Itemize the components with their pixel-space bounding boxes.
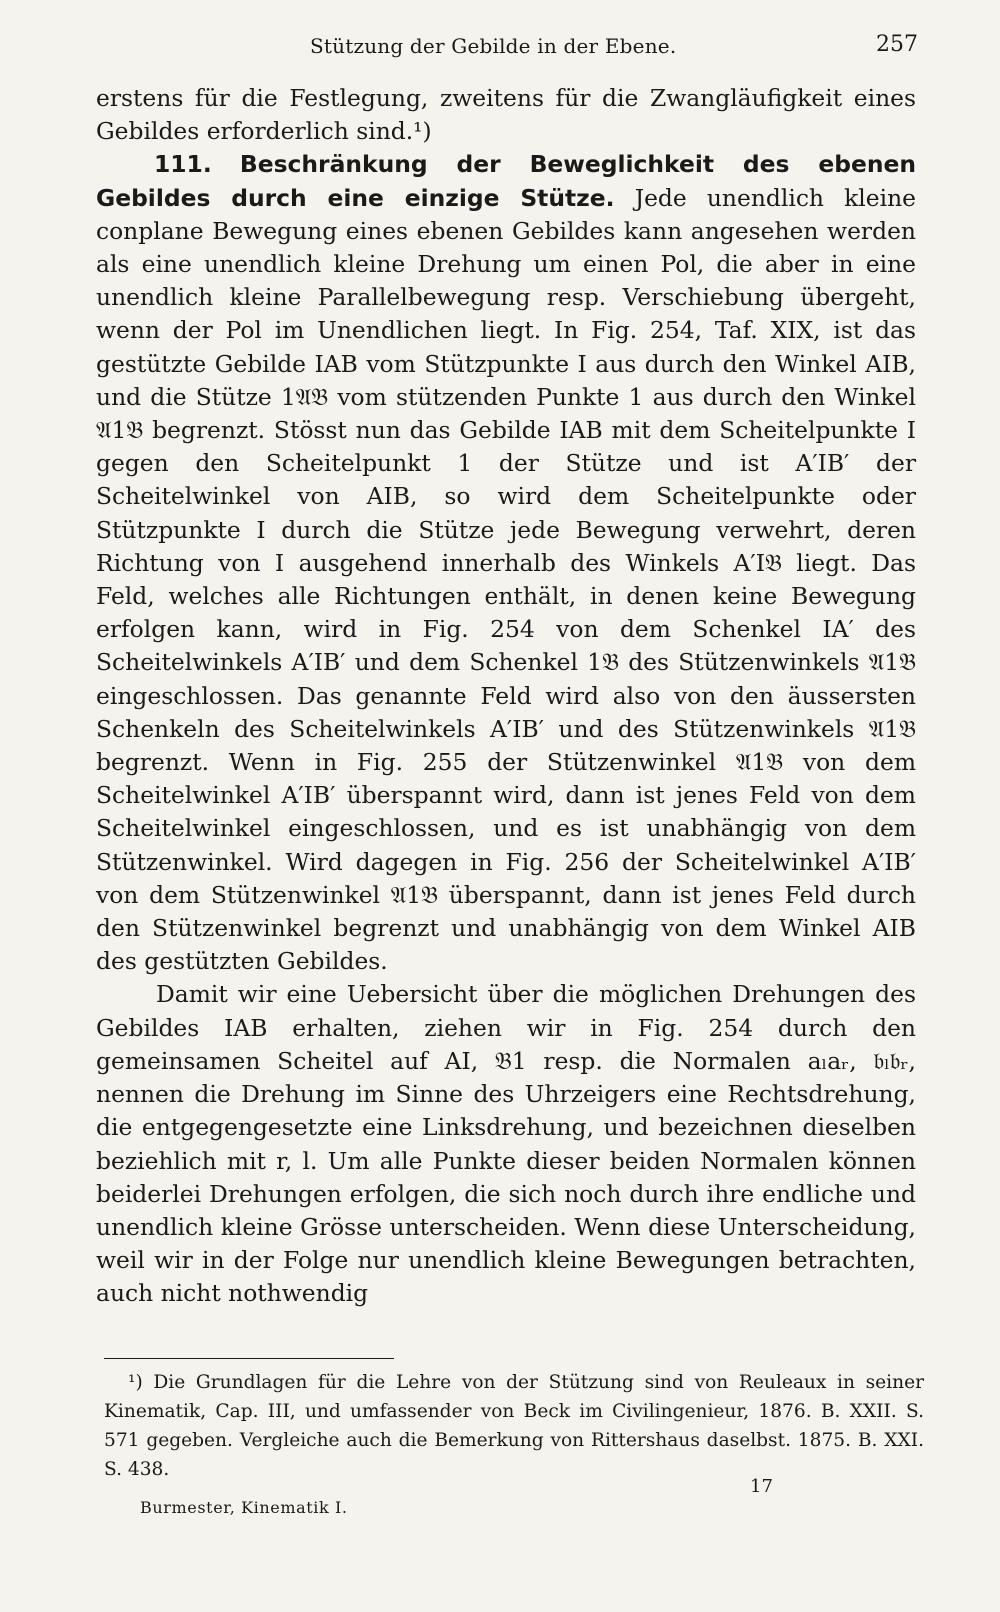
second-paragraph: Damit wir eine Uebersicht über die möglichen Drehungen des Gebildes IAB erhalten, ziehen wir in Fig. 254 durch den gemeinsamen Scheitel auf AI, 𝔅1 resp. die Normalen aₗaᵣ, 𝔟ₗ𝔟ᵣ, nennen die Drehung im Sinne des Uhrzeigers eine Rechtsdrehung, die entgegengesetzte eine Linksdrehung, und bezeichnen dieselben beziehlich mit r, l. Um alle Punkte dieser beiden Normalen können beiderlei Drehungen erfolgen, die sich noch durch ihre endliche und unendlich kleine Grösse unterscheiden. Wenn diese Unterscheidung, weil wir in der Folge nur unendlich kleine Bewegungen betrachten, auch nicht nothwendig [96, 980, 916, 1308]
footnotes [104, 1368, 924, 1484]
page-header [96, 30, 918, 72]
footnote-rule [104, 1358, 394, 1359]
section-body-text: Jede unendlich kleine conplane Bewegung eines ebenen Gebildes kann angesehen werden als eine unendlich kleine Drehung um einen Pol, die aber in eine unendlich kleine Parallelbewegung resp. Verschiebung übergeht, wenn der Pol im Unendlichen liegt. In Fig. 254, Taf. XIX, ist das gestützte Gebilde IAB vom Stützpunkte I aus durch den Winkel AIB, und die Stütze 1𝔄𝔅 vom stützenden Punkte 1 aus durch den Winkel 𝔄1𝔅 begrenzt. Stösst nun das Gebilde IAB mit dem Scheitelpunkte I gegen den Scheitelpunkt 1 der Stütze und ist A′IB′ der Scheitelwinkel von AIB, so wird dem Scheitelpunkte oder Stützpunkte I durch die Stütze jede Bewegung verwehrt, deren Richtung von I ausgehend innerhalb des Winkels A′I𝔅 liegt. Das Feld, welches alle Richtungen enthält, in denen keine Bewegung erfolgen kann, wird in Fig. 254 von dem Schenkel IA′ des Scheitelwinkels A′IB′ und dem Schenkel 1𝔅 des Stützenwinkels 𝔄1𝔅 eingeschlossen. Das genannte Feld wird also von den äussersten Schenkeln des Scheitelwinkels A′IB′ und des Stützenwinkels 𝔄1𝔅 begrenzt. Wenn in Fig. 255 der Stützenwinkel 𝔄1𝔅 von dem Scheitelwinkel A′IB′ überspannt wird, dann ist jenes Feld von dem Scheitelwinkel eingeschlossen, und es ist unabhängig von dem Stützenwinkel. Wird dagegen in Fig. 256 der Scheitelwinkel A′IB′ von dem Stützenwinkel 𝔄1𝔅 überspannt, dann ist jenes Feld durch den Stützenwinkel begrenzt und unabhängig von dem Winkel AIB des gestützten Gebildes. [96, 183, 916, 976]
page-footer [104, 1476, 918, 1516]
body-text [96, 82, 916, 1311]
running-head: Stützung der Gebilde in der Ebene. [310, 34, 677, 58]
continuation-paragraph: erstens für die Festlegung, zweitens für die Zwangläufigkeit eines Gebildes erforderlich sind.¹) [96, 84, 916, 146]
section-111-paragraph [96, 148, 916, 978]
page-number: 257 [876, 32, 918, 57]
sheet-number: 17 [750, 1476, 773, 1497]
section-heading: Beschränkung der Beweglichkeit des ebenen Gebildes durch eine einzige Stütze. [96, 150, 917, 212]
imprint-line: Burmester, Kinematik I. [140, 1498, 348, 1517]
footnote-1: ¹) Die Grundlagen für die Lehre von der Stützung sind von Reuleaux in seiner Kinematik, Cap. III, und umfassender von Beck im Civilingenieur, 1876. B. XXII. S. 571 gegeben. Vergleiche auch die Bemerkung von Rittershaus daselbst. 1875. B. XXI. S. 438. [104, 1372, 924, 1480]
section-number: 111. [154, 150, 212, 179]
